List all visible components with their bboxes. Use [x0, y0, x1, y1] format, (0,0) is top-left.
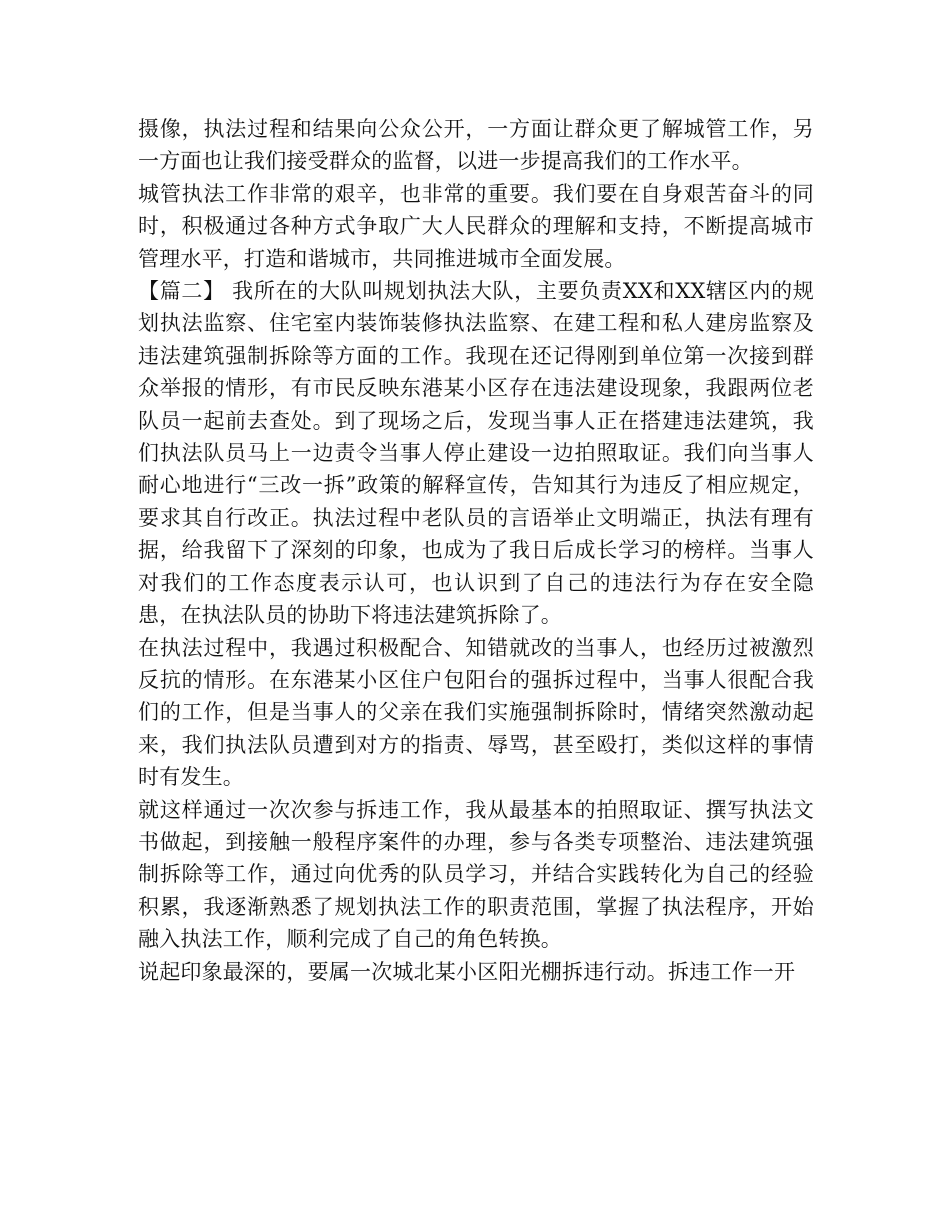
document-page [138, 113, 814, 988]
paragraph-part-two-opening: 【篇二】 我所在的大队叫规划执法大队，主要负责XX和XX辖区内的规划执法监察、住宅室内装饰装修执法监察、在建工程和私人建房监察及违法建筑强制拆除等方面的工作。我现在还记得刚到单位第一次接到群众举报的情形，有市民反映东港某小区存在违法建设现象，我跟两位老队员一起前去查处。到了现场之后，发现当事人正在搭建违法建筑，我们执法队员马上一边责令当事人停止建设一边拍照取证。我们向当事人耐心地进行“三改一拆”政策的解释宣传，告知其行为违反了相应规定，要求其自行改正。执法过程中老队员的言语举止文明端正，执法有理有据，给我留下了深刻的印象，也成为了我日后成长学习的榜样。当事人对我们的工作态度表示认可，也认识到了自己的违法行为存在安全隐患，在执法队员的协助下将违法建筑拆除了。 [138, 279, 814, 628]
paragraph-intro-continuation: 摄像，执法过程和结果向公众公开，一方面让群众更了解城管工作，另一方面也让我们接受群众的监督，以进一步提高我们的工作水平。 [138, 117, 814, 174]
paragraph-role-transition: 就这样通过一次次参与拆违工作，我从最基本的拍照取证、撰写执法文书做起，到接触一般程序案件的办理，参与各类专项整治、违法建筑强制拆除等工作，通过向优秀的队员学习，并结合实践转化为自己的经验积累，我逐渐熟悉了规划执法工作的职责范围，掌握了执法程序，开始融入执法工作，顺利完成了自己的角色转换。 [138, 797, 814, 952]
paragraph-summary: 城管执法工作非常的艰辛，也非常的重要。我们要在自身艰苦奋斗的同时，积极通过各种方式争取广大人民群众的理解和支持，不断提高城市管理水平，打造和谐城市，共同推进城市全面发展。 [138, 181, 814, 271]
paragraph-memorable-event: 说起印象最深的，要属一次城北某小区阳光棚拆违行动。拆违工作一开 [138, 959, 796, 984]
paragraph-enforcement-experience: 在执法过程中，我遇过积极配合、知错就改的当事人，也经历过被激烈反抗的情形。在东港某小区住户包阳台的强拆过程中，当事人很配合我们的工作，但是当事人的父亲在我们实施强制拆除时，情绪突然激动起来，我们执法队员遭到对方的指责、辱骂，甚至殴打，类似这样的事情时有发生。 [138, 635, 814, 790]
